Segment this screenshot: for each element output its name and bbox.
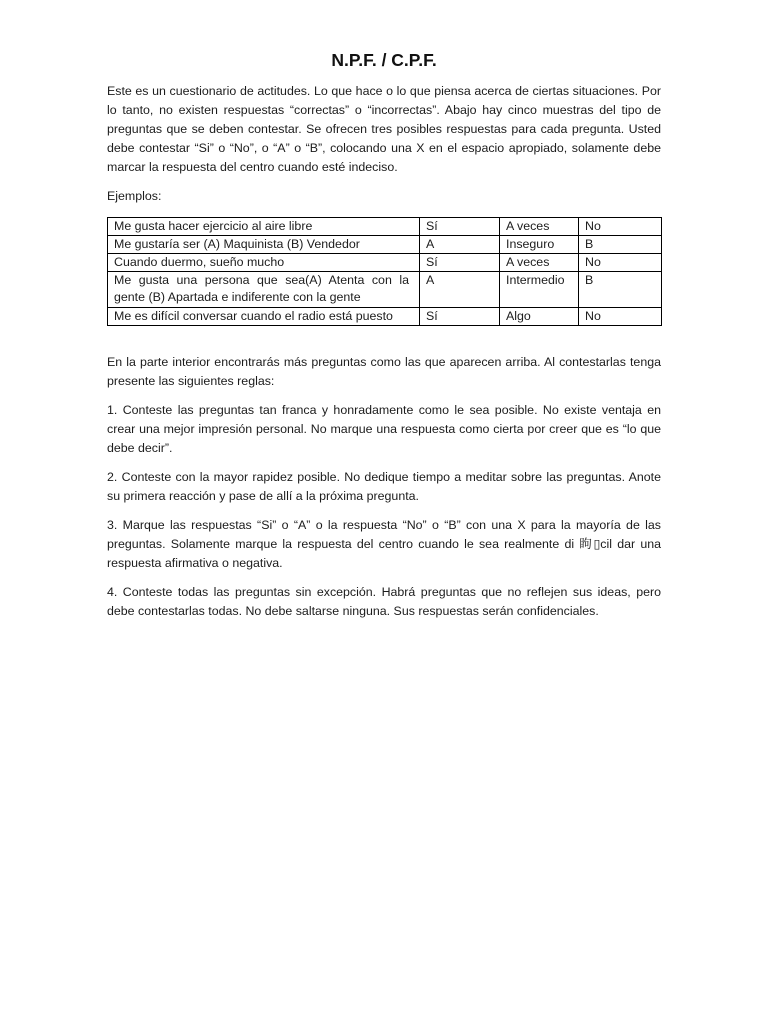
examples-table-body [108,218,662,326]
statement-cell: Cuando duermo, sueño mucho [108,254,420,272]
rule-4: 4. Conteste todas las preguntas sin excepción. Habrá preguntas que no reflejen sus ideas, pero debe contestarlas todas. No debe saltarse ninguna. Sus respuestas serán confidenciales. [107,585,661,618]
answer-middle-cell: A veces [500,254,579,272]
examples-label: Ejemplos: [107,189,162,203]
instructions-intro: En la parte interior encontrarás más preguntas como las que aparecen arriba. Al contestarlas tenga presente las siguientes reglas: [107,355,661,388]
answer-b-cell: No [579,308,662,326]
table-row [108,254,662,272]
answer-middle-cell: A veces [500,218,579,236]
table-row [108,218,662,236]
table-row [108,236,662,254]
table-row [108,272,662,308]
table-row [108,308,662,326]
answer-a-cell: A [420,272,500,308]
answer-middle-cell: Algo [500,308,579,326]
answer-b-cell: B [579,272,662,308]
answer-b-cell: B [579,236,662,254]
answer-a-cell: Sí [420,218,500,236]
statement-cell: Me gusta una persona que sea(A) Atenta con la gente (B) Apartada e indiferente con la gente [108,272,420,308]
answer-a-cell: A [420,236,500,254]
answer-middle-cell: Inseguro [500,236,579,254]
answer-a-cell: Sí [420,254,500,272]
rule-3: 3. Marque las respuestas “Si” o “A” o la respuesta “No” o “B” con una X para la mayoría de las preguntas. Solamente marque la respuesta del centro cuando le sea realmente di 眗▯cil dar una respuesta afirmativa o negativa. [107,518,661,570]
statement-cell: Me gustaría ser (A) Maquinista (B) Vendedor [108,236,420,254]
document-body [107,0,661,621]
rule-2: 2. Conteste con la mayor rapidez posible. No dedique tiempo a meditar sobre las preguntas. Anote su primera reacción y pase de allí a la próxima pregunta. [107,470,661,503]
document-title: N.P.F. / C.P.F. [331,50,437,70]
answer-b-cell: No [579,218,662,236]
answer-a-cell: Sí [420,308,500,326]
answer-b-cell: No [579,254,662,272]
answer-middle-cell: Intermedio [500,272,579,308]
statement-cell: Me gusta hacer ejercicio al aire libre [108,218,420,236]
examples-table [107,217,662,326]
intro-paragraph: Este es un cuestionario de actitudes. Lo que hace o lo que piensa acerca de ciertas situaciones. Por lo tanto, no existen respuestas “correctas” o “incorrectas”. Abajo hay cinco muestras del tipo de preguntas que se deben contestar. Se ofrecen tres posibles respuestas para cada pregunta. Usted debe contestar “Si” o “No”, o “A” o “B”, colocando una X en el espacio apropiado, solamente debe marcar la respuesta del centro cuando esté indeciso. [107,84,661,174]
rule-1: 1. Conteste las preguntas tan franca y honradamente como le sea posible. No existe ventaja en crear una mejor impresión personal. No marque una respuesta como cierta por creer que es “lo que debe decir”. [107,403,661,455]
statement-cell: Me es difícil conversar cuando el radio está puesto [108,308,420,326]
